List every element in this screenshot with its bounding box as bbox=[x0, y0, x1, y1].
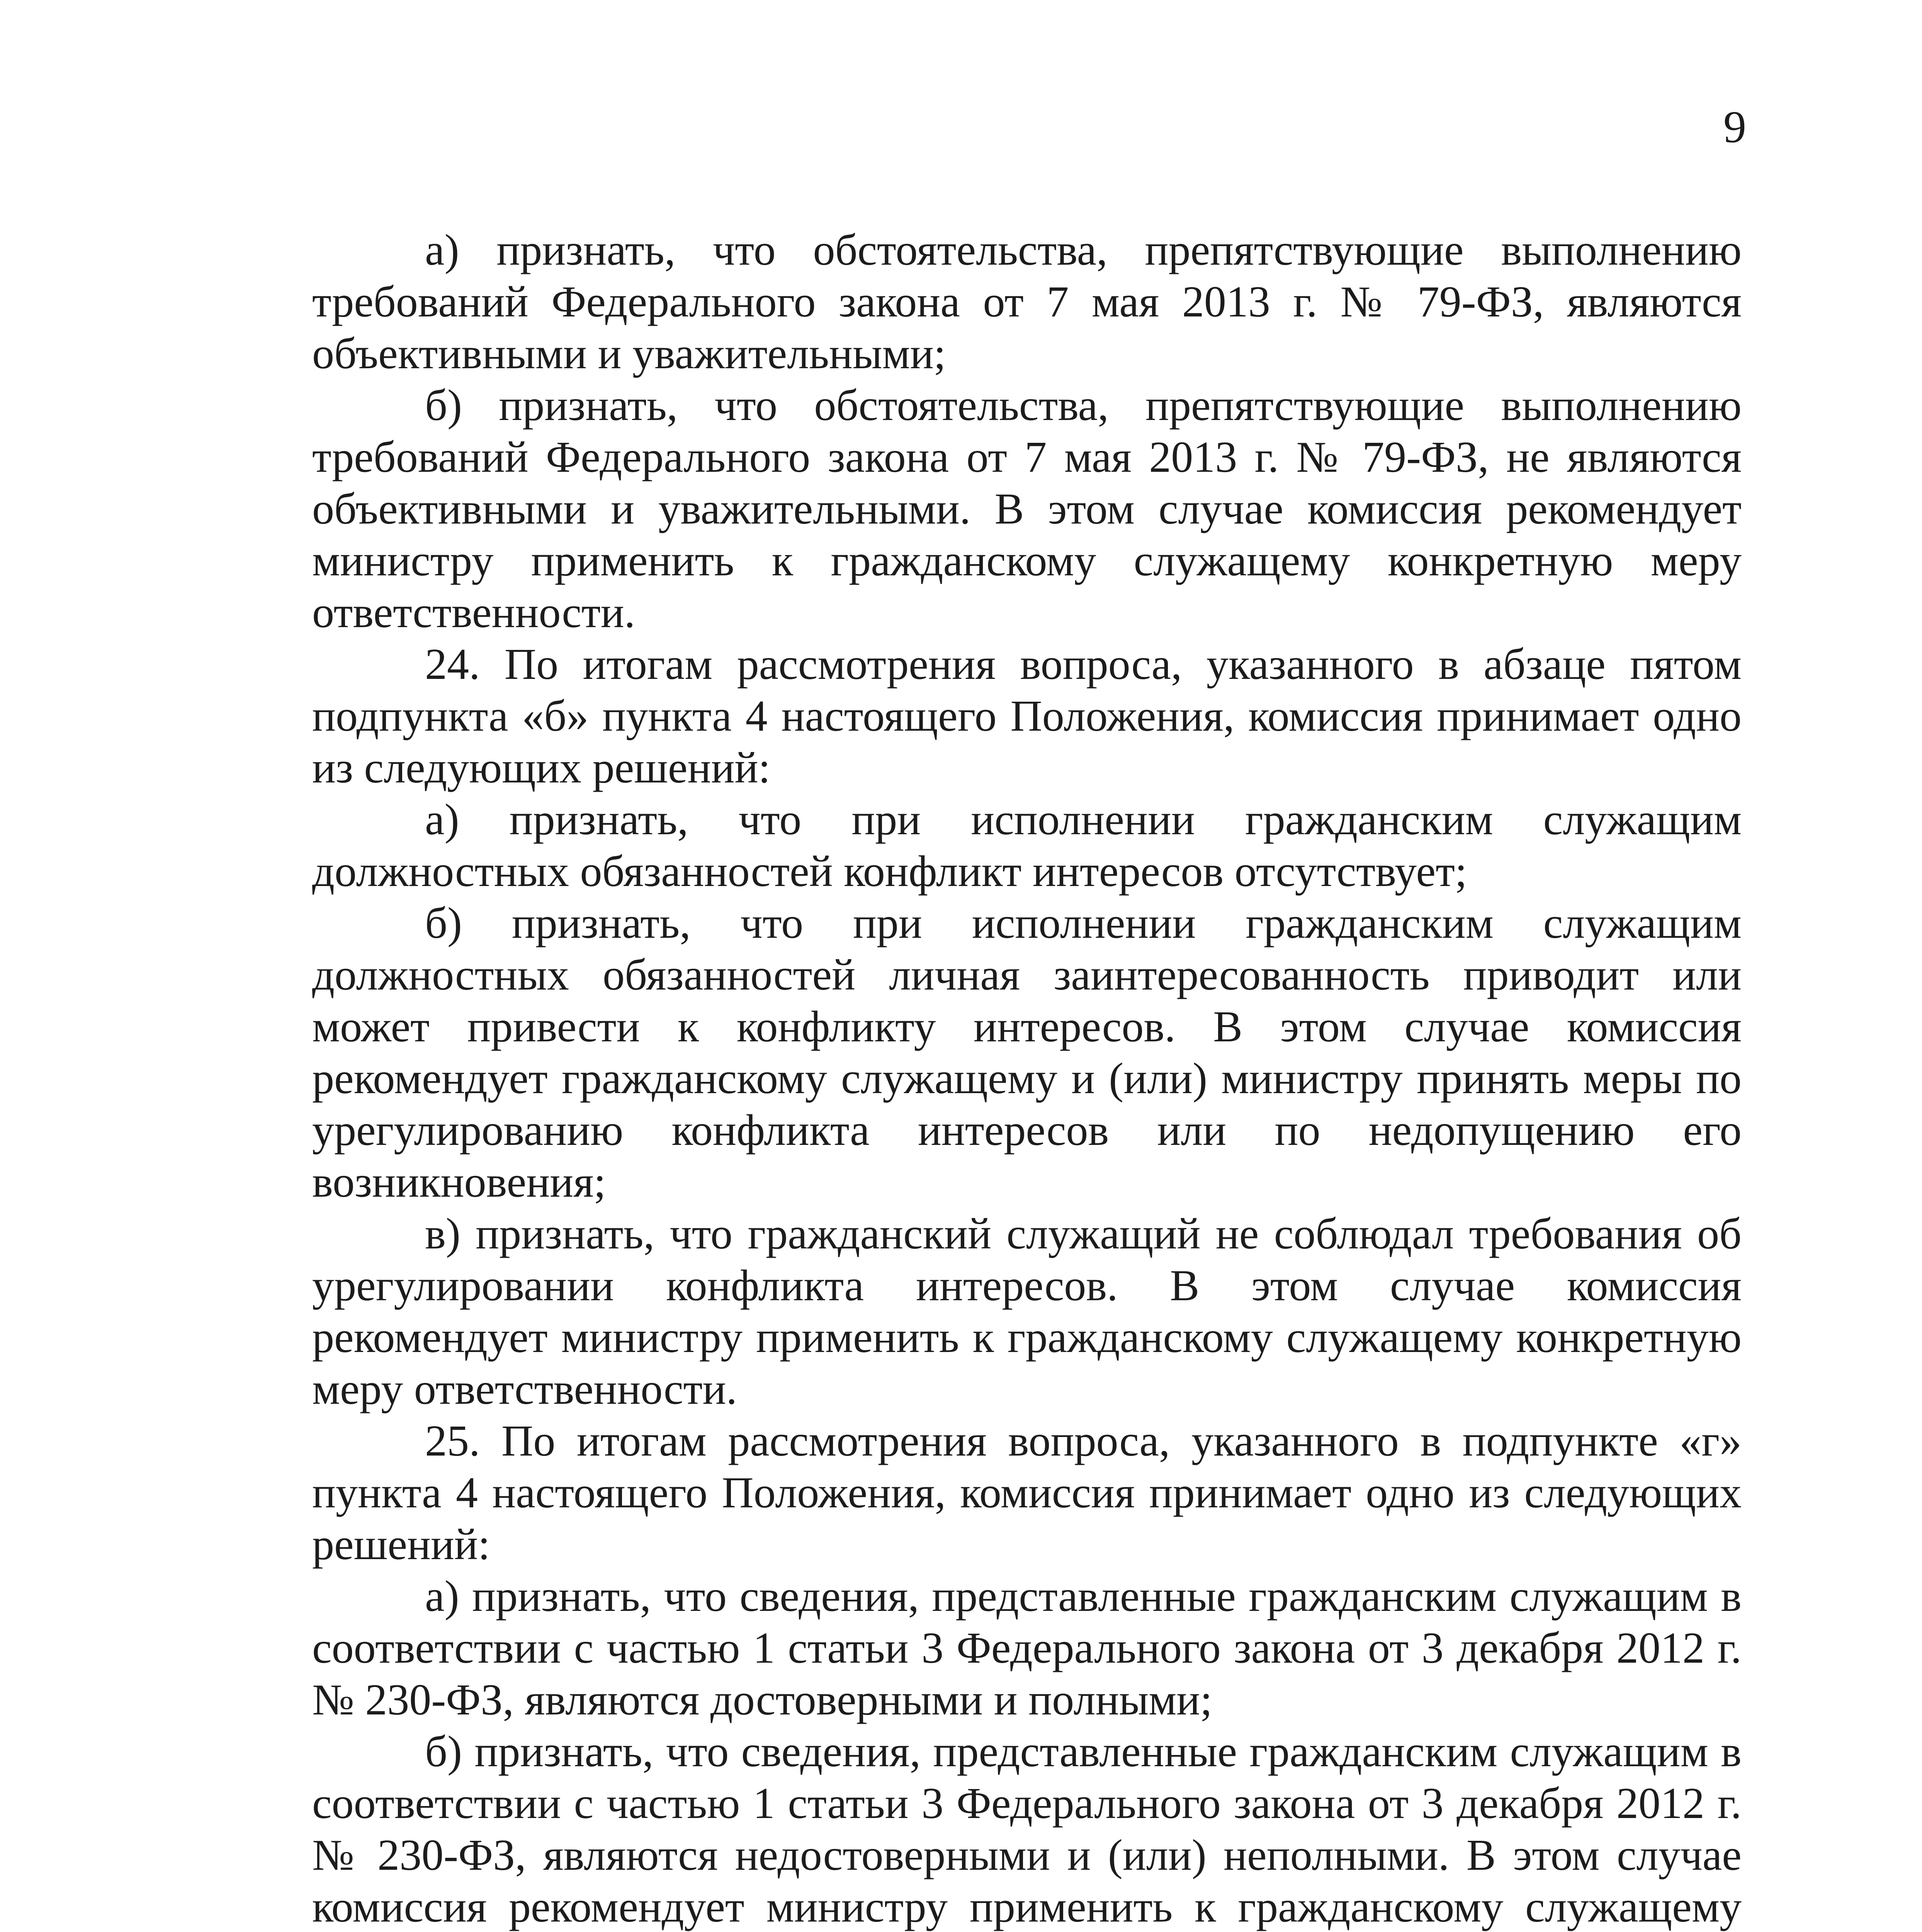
paragraph-24c: в) признать, что гражданский служащий не соблюдал требования об урегулировании конфликта интересов. В этом случае комиссия рекомендует министру применить к гражданскому служащему конкретную меру ответственности. bbox=[312, 1209, 1742, 1413]
paragraph-23a: а) признать, что обстоятельства, препятствующие выполнению требований Федерального закона от 7 мая 2013 г. № 79-ФЗ, являются объективными и уважительными; bbox=[312, 225, 1742, 378]
paragraph-25: 25. По итогам рассмотрения вопроса, указанного в подпункте «г» пункта 4 настоящего Положения, комиссия принимает одно из следующих решений: bbox=[312, 1416, 1742, 1569]
paragraph-25b: б) признать, что сведения, представленные гражданским служащим в соответствии с частью 1 статьи 3 Федерального закона от 3 декабря 2012 г. № 230-ФЗ, являются недостоверными и (или) неполными. В этом случае комиссия рекомендует министру применить к гражданскому служащему bbox=[312, 1727, 1742, 1931]
paragraph-24: 24. По итогам рассмотрения вопроса, указанного в абзаце пятом подпункта «б» пункта 4 настоящего Положения, комиссия принимает одно из следующих решений: bbox=[312, 639, 1742, 792]
page-number: 9 bbox=[1723, 102, 1746, 152]
paragraph-24a: а) признать, что при исполнении гражданским служащим должностных обязанностей конфликт интересов отсутствует; bbox=[312, 795, 1742, 896]
document-body bbox=[312, 224, 1742, 1932]
paragraph-24b: б) признать, что при исполнении гражданским служащим должностных обязанностей личная заинтересованность приводит или может привести к конфликту интересов. В этом случае комиссия рекомендует гражданскому служащему и (или) министру принять меры по урегулированию конфликта интересов или по недопущению его возникновения; bbox=[312, 898, 1742, 1206]
paragraph-23b: б) признать, что обстоятельства, препятствующие выполнению требований Федерального закона от 7 мая 2013 г. № 79-ФЗ, не являются объективными и уважительными. В этом случае комиссия рекомендует министру применить к гражданскому служащему конкретную меру ответственности. bbox=[312, 381, 1742, 637]
paragraph-25a: а) признать, что сведения, представленные гражданским служащим в соответствии с частью 1 статьи 3 Федерального закона от 3 декабря 2012 г. № 230-ФЗ, являются достоверными и полными; bbox=[312, 1571, 1742, 1724]
